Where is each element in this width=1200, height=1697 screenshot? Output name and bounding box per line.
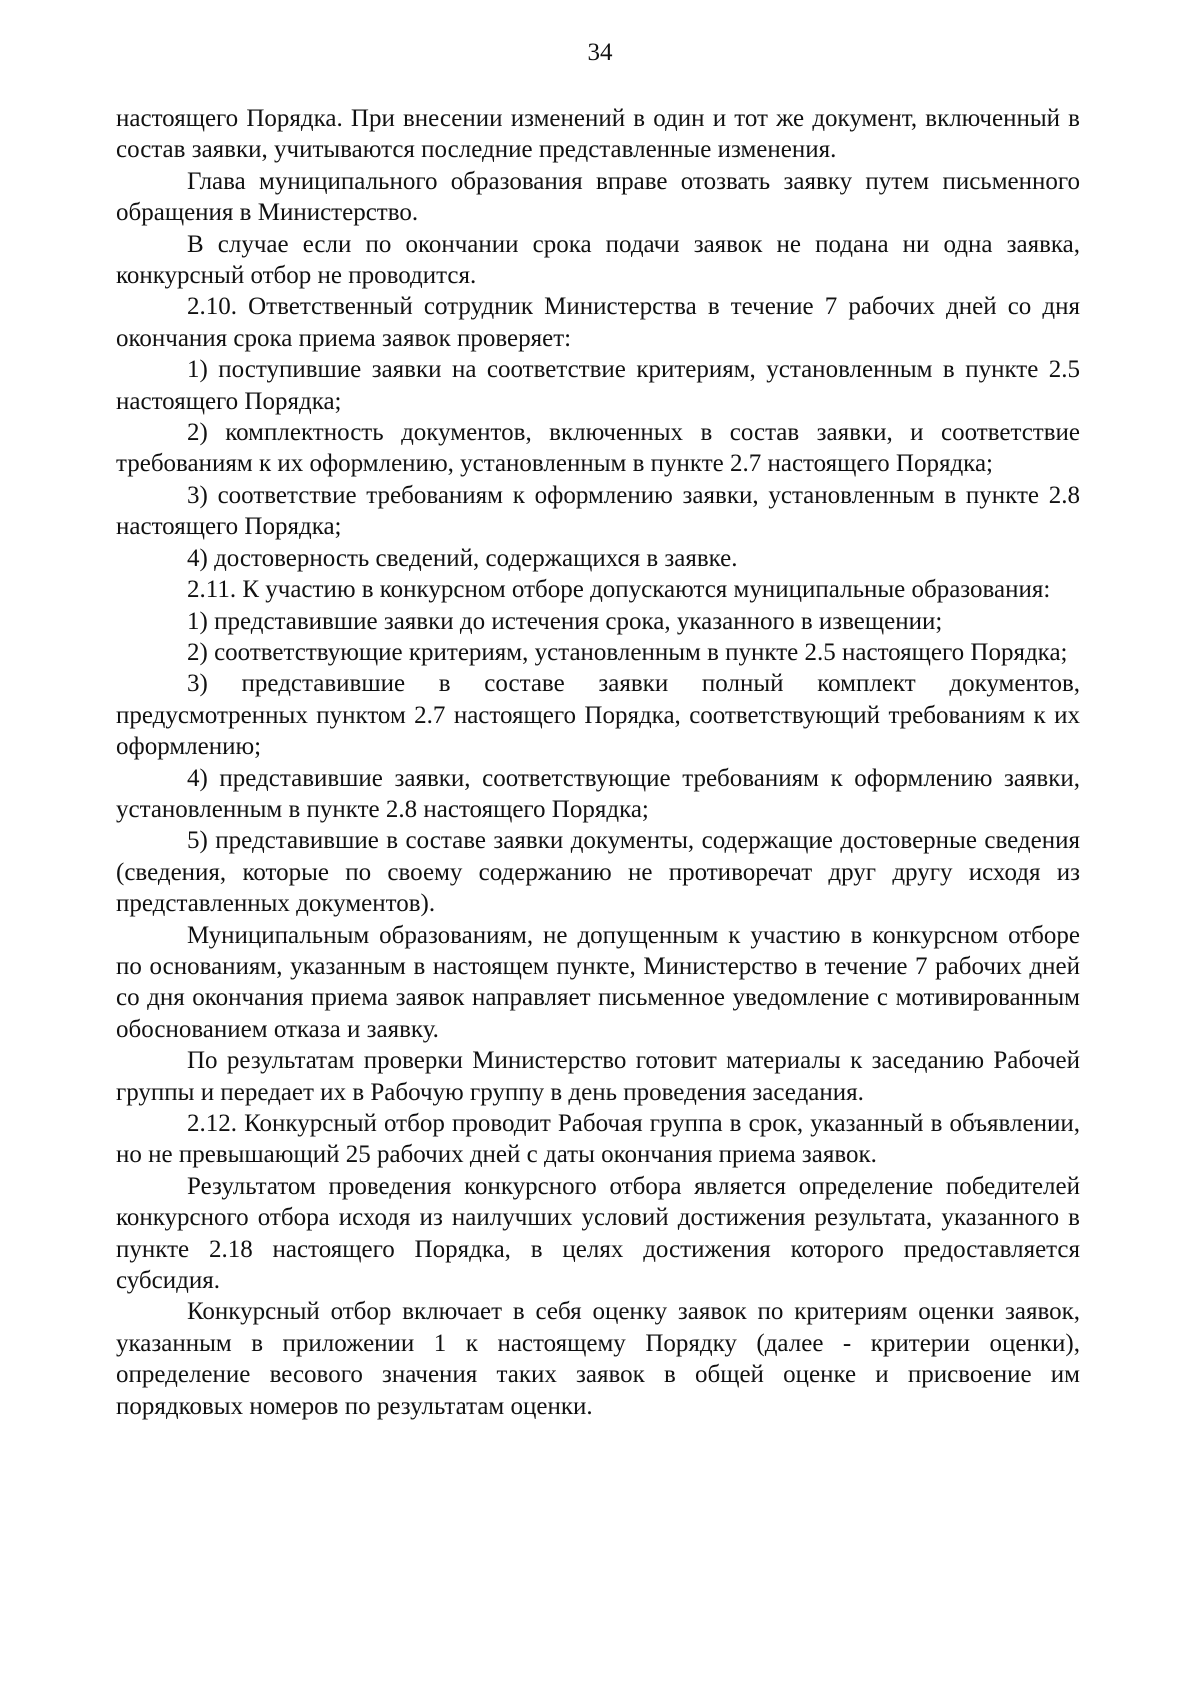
list-item: 3) представившие в составе заявки полный комплект документов, предусмотренных пунктом 2.7 настоящего Порядка, соответствующий требованиям к их оформлению; [116, 670, 1080, 761]
list-item: 3) соответствие требованиям к оформлению заявки, установленным в пункте 2.8 настоящего Порядка; [116, 481, 1080, 541]
document-body [116, 103, 1080, 1422]
list-item: 1) поступившие заявки на соответствие критериям, установленным в пункте 2.5 настоящего Порядка; [116, 356, 1080, 415]
list-item: 2) комплектность документов, включенных в состав заявки, и соответствие требованиям к их оформлению, установленным в пункте 2.7 настоящего Порядка; [116, 419, 1080, 478]
paragraph: Конкурсный отбор включает в себя оценку заявок по критериям оценки заявок, указанным в приложении 1 к настоящему Порядку (далее - критерии оценки), определение весового значения таких заявок в общей оценке и присвоение им порядковых номеров по результатам оценки. [116, 1298, 1080, 1420]
paragraph: Результатом проведения конкурсного отбора является определение победителей конкурсного отбора исходя из наилучших условий достижения результата, указанного в пункте 2.18 настоящего Порядка, в целях достижения которого предоставляется субсидия. [116, 1172, 1080, 1295]
section-2-11-paragraph: 2.11. К участию в конкурсном отборе допускаются муниципальные образования: [187, 576, 1051, 604]
section-2-12-paragraph: 2.12. Конкурсный отбор проводит Рабочая группа в срок, указанный в объявлении, но не превышающий 25 рабочих дней с даты окончания приема заявок. [116, 1110, 1080, 1169]
list-item: 4) представившие заявки, соответствующие требованиям к оформлению заявки, установленным в пункте 2.8 настоящего Порядка; [116, 764, 1080, 823]
list-item: 5) представившие в составе заявки документы, содержащие достоверные сведения (сведения, которые по своему содержанию не противоречат друг другу исходя из представленных документов). [116, 827, 1080, 918]
section-2-10-paragraph: 2.10. Ответственный сотрудник Министерства в течение 7 рабочих дней со дня окончания срока приема заявок проверяет: [116, 293, 1080, 352]
page-number: 34 [587, 39, 613, 66]
list-item: 2) соответствующие критериям, установленным в пункте 2.5 настоящего Порядка; [187, 638, 1068, 666]
list-item: 1) представившие заявки до истечения срока, указанного в извещении; [187, 607, 943, 635]
list-item: 4) достоверность сведений, содержащихся в заявке. [187, 544, 738, 572]
paragraph: Глава муниципального образования вправе отозвать заявку путем письменного обращения в Министерство. [116, 167, 1080, 227]
paragraph: Муниципальным образованиям, не допущенным к участию в конкурсном отборе по основаниям, указанным в настоящем пункте, Министерство в течение 7 рабочих дней со дня окончания приема заявок направляет письменное уведомление с мотивированным обоснованием отказа и заявку. [116, 921, 1080, 1043]
paragraph: По результатам проверки Министерство готовит материалы к заседанию Рабочей группы и передает их в Рабочую группу в день проведения заседания. [116, 1047, 1080, 1106]
paragraph: настоящего Порядка. При внесении изменений в один и тот же документ, включенный в состав заявки, учитываются последние представленные изменения. [116, 105, 1080, 164]
paragraph: В случае если по окончании срока подачи заявок не подана ни одна заявка, конкурсный отбор не проводится. [116, 230, 1080, 290]
